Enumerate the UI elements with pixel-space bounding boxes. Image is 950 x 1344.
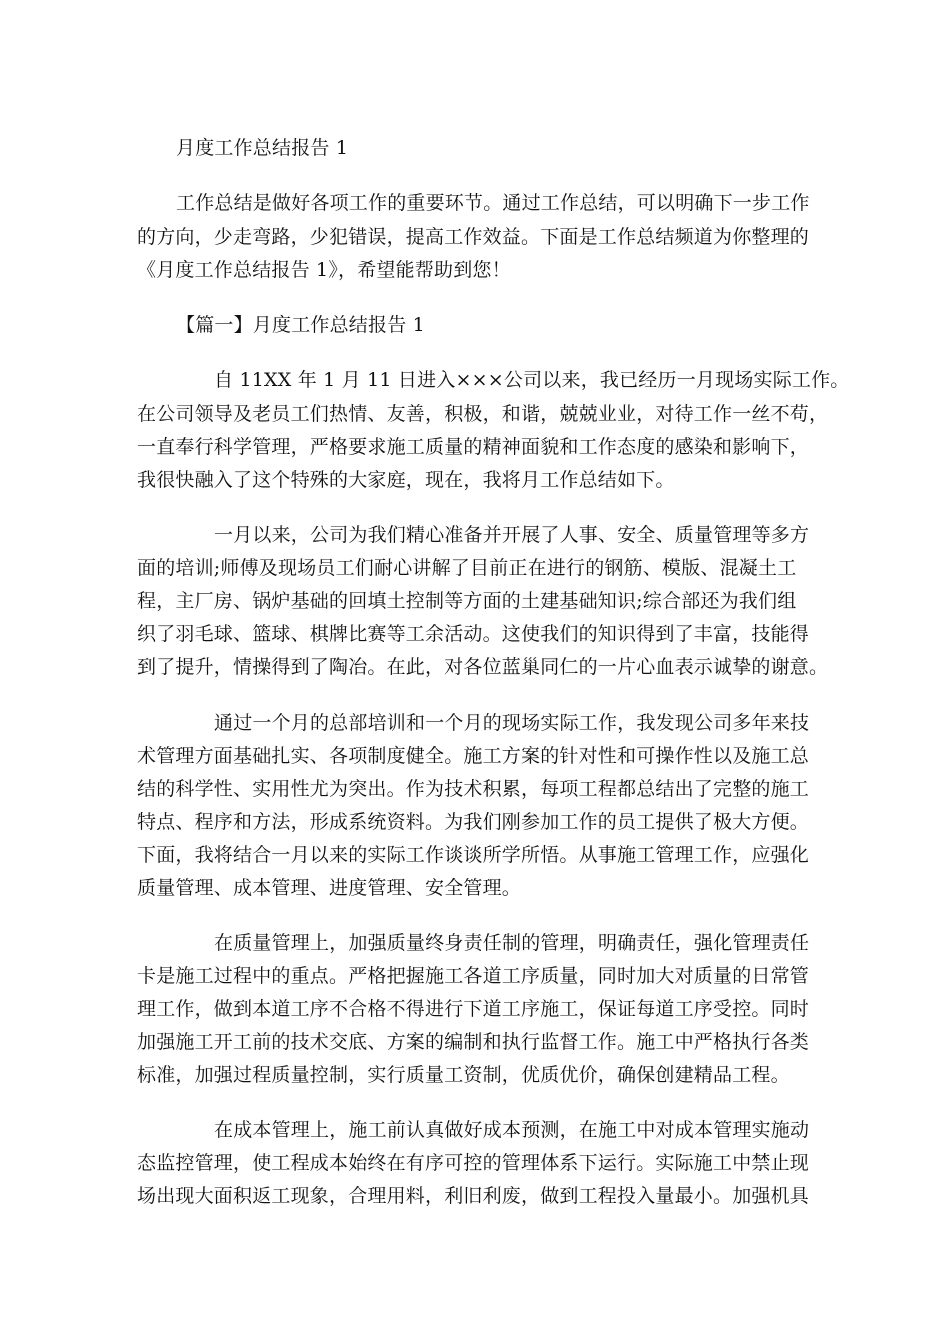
paragraph-line: 一直奉行科学管理，严格要求施工质量的精神面貌和工作态度的感染和影响下， [137, 436, 810, 458]
paragraph-line: 理工作，做到本道工序不合格不得进行下道工序施工，保证每道工序受控。同时 [137, 998, 810, 1020]
paragraph-line: 术管理方面基础扎实、各项制度健全。施工方案的针对性和可操作性以及施工总 [137, 745, 810, 767]
paragraph-line: 通过一个月的总部培训和一个月的现场实际工作，我发现公司多年来技 [214, 712, 810, 734]
paragraph-line: 态监控管理，使工程成本始终在有序可控的管理体系下运行。实际施工中禁止现 [137, 1152, 810, 1174]
paragraph-line: 到了提升，情操得到了陶冶。在此，对各位蓝巢同仁的一片心血表示诚挚的谢意。 [137, 656, 829, 678]
paragraph-line: 面的培训;师傅及现场员工们耐心讲解了目前正在进行的钢筋、模版、混凝土工 [137, 557, 797, 579]
paragraph-line: 标准，加强过程质量控制，实行质量工资制，优质优价，确保创建精品工程。 [137, 1064, 790, 1086]
document-title: 月度工作总结报告 1 [176, 137, 349, 159]
paragraph-line: 卡是施工过程中的重点。严格把握施工各道工序质量，同时加大对质量的日常管 [137, 965, 810, 987]
paragraph-line: 织了羽毛球、篮球、棋牌比赛等工余活动。这使我们的知识得到了丰富，技能得 [137, 623, 810, 645]
paragraph-line: 在公司领导及老员工们热情、友善，积极，和谐，兢兢业业，对待工作一丝不苟， [137, 403, 829, 425]
paragraph-line: 场出现大面积返工现象，合理用料，利旧利废，做到工程投入量最小。加强机具 [137, 1185, 810, 1207]
paragraph-line: 我很快融入了这个特殊的大家庭，现在，我将月工作总结如下。 [137, 469, 675, 491]
paragraph-line: 程，主厂房、锅炉基础的回填土控制等方面的土建基础知识;综合部还为我们组 [137, 590, 797, 612]
intro-line: 《月度工作总结报告 1》，希望能帮助到您！ [137, 259, 511, 281]
paragraph-line: 在质量管理上，加强质量终身责任制的管理，明确责任，强化管理责任 [214, 932, 810, 954]
intro-line: 的方向，少走弯路，少犯错误，提高工作效益。下面是工作总结频道为你整理的 [137, 226, 810, 248]
paragraph-line: 在成本管理上，施工前认真做好成本预测，在施工中对成本管理实施动 [214, 1119, 810, 1141]
paragraph-line: 下面，我将结合一月以来的实际工作谈谈所学所悟。从事施工管理工作，应强化 [137, 844, 810, 866]
paragraph-line: 加强施工开工前的技术交底、方案的编制和执行监督工作。施工中严格执行各类 [137, 1031, 810, 1053]
intro-line: 工作总结是做好各项工作的重要环节。通过工作总结，可以明确下一步工作 [176, 192, 810, 214]
paragraph-line: 自 11XX 年 1 月 11 日进入×××公司以来，我已经历一月现场实际工作。 [214, 369, 850, 391]
paragraph-line: 质量管理、成本管理、进度管理、安全管理。 [137, 877, 522, 899]
paragraph-line: 特点、程序和方法，形成系统资料。为我们刚参加工作的员工提供了极大方便。 [137, 811, 810, 833]
section-heading: 【篇一】月度工作总结报告 1 [176, 314, 425, 336]
paragraph-line: 一月以来，公司为我们精心准备并开展了人事、安全、质量管理等多方 [214, 524, 810, 546]
paragraph-line: 结的科学性、实用性尤为突出。作为技术积累，每项工程都总结出了完整的施工 [137, 778, 810, 800]
